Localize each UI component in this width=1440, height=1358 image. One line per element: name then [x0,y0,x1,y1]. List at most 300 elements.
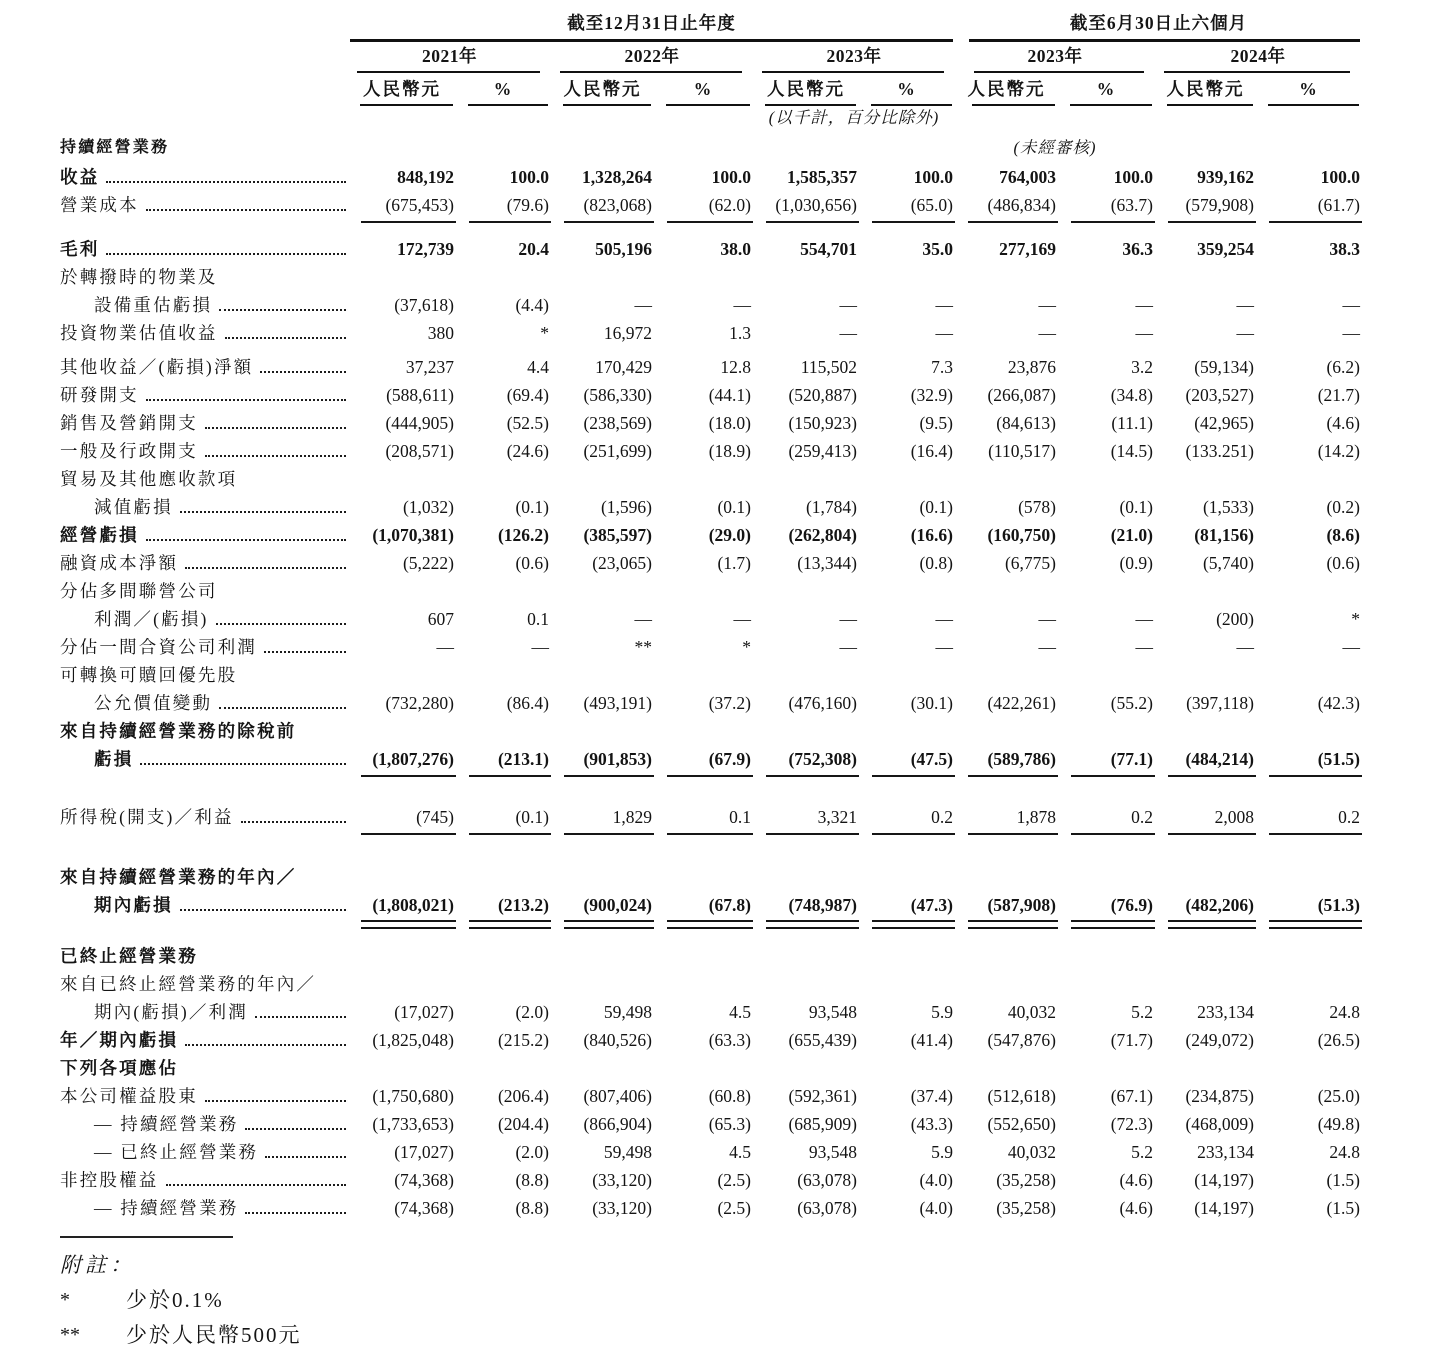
cell-2021-rmb: (17,027) [394,1142,454,1162]
cell-2021-pct: (8.8) [515,1170,549,1190]
row-label: 已終止經營業務 [60,946,198,966]
cell-2022-rmb: (23,065) [592,553,652,573]
cell-2023h-rmb: (512,618) [987,1086,1056,1106]
cell-2023h-rmb [955,863,1058,891]
cell-2021-rmb: (5,222) [402,553,454,573]
cell-2024h-rmb: (203,527) [1185,385,1254,405]
cell-2023-rmb: (520,887) [788,385,857,405]
cell-2023h-pct [1058,263,1155,291]
period-group-header-row [60,6,1362,42]
cell-2024h-pct [1256,773,1362,783]
cell-2021-pct [456,841,551,863]
col-header-rmb: 人民幣元 [753,79,859,106]
cell-2024h-pct [1256,970,1362,998]
row-label-cell [60,549,348,577]
cell-2021-pct [456,577,551,605]
row-label: 利潤／(虧損) [94,609,209,629]
row-label: 收益 [60,167,100,187]
table-row [60,891,1362,919]
table-row [60,773,1362,783]
row-label-cell [60,831,348,841]
cell-2023-rmb: — [839,323,857,343]
cell-2023-rmb: (748,987) [788,895,857,915]
row-label-cell [60,717,348,745]
cell-2023-pct: 5.9 [931,1142,953,1162]
cell-2021-rmb: (1,807,276) [372,749,454,769]
footnote-title: 附註： [60,1253,135,1277]
cell-2022-rmb [551,1054,654,1082]
cell-2024h-rmb: 2,008 [1214,807,1254,827]
dotted-leader [205,409,346,429]
cell-2023h-pct: — [1135,323,1153,343]
cell-2022-rmb: (807,406) [583,1086,652,1106]
cell-2023h-rmb [955,661,1058,689]
cell-2024h-pct: * [1351,609,1360,629]
table-row [60,521,1362,549]
cell-2024h-pct [1256,934,1362,942]
cell-2021-rmb [348,773,456,783]
cell-2021-pct: (86.4) [506,693,549,713]
cell-2021-pct: (0.6) [515,553,549,573]
row-label-cell [60,633,348,661]
units-note: (以千計，百分比除外) [768,108,940,127]
cell-2021-pct: (0.1) [515,807,549,827]
cell-2021-pct: (24.6) [506,441,549,461]
row-label-cell [60,409,348,437]
cell-2024h-rmb: (234,875) [1185,1086,1254,1106]
cell-2023h-pct [1058,577,1155,605]
cell-2022-rmb: 1,328,264 [582,167,652,187]
cell-2024h-pct: (61.7) [1317,195,1360,215]
row-label-cell [60,689,348,717]
cell-2023-pct: (41.4) [910,1030,953,1050]
cell-2023h-pct: (55.2) [1110,693,1153,713]
row-label-cell [60,163,348,191]
cell-2021-rmb: (1,032) [402,497,454,517]
table-row [60,437,1362,465]
cell-2023h-rmb [955,934,1058,942]
row-label: — 已終止經營業務 [94,1142,259,1162]
cell-2023h-pct: — [1135,609,1153,629]
cell-2022-pct [654,783,753,803]
cell-2023-pct [859,934,955,942]
dotted-leader [219,291,346,311]
cell-2024h-pct: (0.6) [1326,553,1360,573]
cell-2021-pct: (126.2) [497,525,549,545]
cell-2022-rmb [551,831,654,841]
row-label-cell [60,919,348,934]
table-row [60,717,1362,745]
table-row [60,549,1362,577]
row-label: 投資物業估值收益 [60,323,218,343]
cell-2021-rmb [348,1054,456,1082]
cell-2022-rmb [551,934,654,942]
row-label: 可轉換可贖回優先股 [60,665,238,685]
cell-2023h-rmb [955,717,1058,745]
cell-2023-rmb: 93,548 [808,1002,857,1022]
dotted-leader [264,633,346,653]
cell-2022-rmb: (385,597) [583,525,652,545]
cell-2023h-rmb: — [1038,295,1056,315]
cell-2023h-pct: (4.6) [1119,1170,1153,1190]
section-title-continuing-operations: 持續經營業務 [60,139,170,156]
table-row [60,319,1362,347]
footnote-text: 少於0.1% [126,1288,224,1312]
cell-2022-rmb: — [634,295,652,315]
row-label: 營業成本 [60,195,139,215]
cell-2022-rmb [551,919,654,934]
cell-2022-rmb [551,263,654,291]
row-label-cell [60,1082,348,1110]
cell-2022-pct [654,942,753,970]
cell-2021-pct [456,717,551,745]
cell-2021-rmb: (208,571) [385,441,454,461]
cell-2021-rmb [348,465,456,493]
row-label-cell [60,970,348,998]
cell-2023-pct [859,783,955,803]
cell-2023h-rmb: (35,258) [996,1170,1056,1190]
cell-2023h-rmb: — [1038,609,1056,629]
cell-2022-rmb [551,661,654,689]
dotted-leader [180,891,346,911]
cell-2024h-rmb: — [1236,637,1254,657]
cell-2023-pct: (0.8) [919,553,953,573]
year-header-2022: 2022年 [551,46,753,73]
cell-2023-rmb: — [839,637,857,657]
table-row [60,803,1362,831]
table-row [60,291,1362,319]
cell-2024h-pct: 24.8 [1329,1002,1360,1022]
cell-2023h-pct [1058,934,1155,942]
cell-2021-pct [456,465,551,493]
row-label: 非控股權益 [60,1170,159,1190]
cell-2021-pct [456,773,551,783]
cell-2024h-pct: 24.8 [1329,1142,1360,1162]
continuing-operations-section-row [60,133,1362,163]
units-note-row [60,106,1362,133]
cell-2023-pct [859,863,955,891]
cell-2023h-rmb: (552,650) [987,1114,1056,1134]
cell-2023-pct [859,831,955,841]
footnote-divider [60,1236,233,1238]
cell-2021-pct: (79.6) [506,195,549,215]
row-label: 於轉撥時的物業及 [60,267,218,287]
cell-2021-pct [456,934,551,942]
cell-2022-pct: (29.0) [708,525,751,545]
cell-2023h-pct: (71.7) [1110,1030,1153,1050]
table-row [60,661,1362,689]
cell-2024h-rmb: (200) [1216,609,1254,629]
dotted-leader [146,381,346,401]
cell-2022-rmb: 1,829 [612,807,652,827]
cell-2022-pct: 12.8 [720,357,751,377]
row-label: — 持續經營業務 [94,1114,239,1134]
cell-2023-rmb: 554,701 [800,239,857,259]
year-header-2023: 2023年 [753,46,955,73]
cell-2023h-rmb: (35,258) [996,1198,1056,1218]
dotted-leader [166,1166,347,1186]
cell-2024h-pct: (26.5) [1317,1030,1360,1050]
cell-2022-rmb: (251,699) [583,441,652,461]
income-statement-table [60,6,1362,1222]
cell-2024h-rmb [1155,717,1256,745]
col-header-pct: % [456,79,551,106]
cell-2022-rmb: (33,120) [592,1170,652,1190]
cell-2023-rmb: (685,909) [788,1114,857,1134]
footnote-item [60,1284,302,1319]
cell-2023-rmb [753,919,859,934]
cell-2024h-pct: — [1342,637,1360,657]
cell-2021-pct: (4.4) [515,295,549,315]
cell-2021-rmb: — [436,637,454,657]
cell-2023-rmb: (63,078) [797,1198,857,1218]
cell-2021-pct [456,661,551,689]
fiscal-year-group-label: 截至12月31日止年度 [567,13,736,33]
cell-2024h-rmb: (484,214) [1185,749,1254,769]
dotted-leader [146,191,346,211]
cell-2023-rmb: (592,361) [788,1086,857,1106]
cell-2024h-pct [1256,919,1362,934]
cell-2024h-rmb [1155,1054,1256,1082]
cell-2023-rmb: 115,502 [800,357,857,377]
cell-2021-pct: (204.4) [497,1114,549,1134]
cell-2023h-pct: 5.2 [1131,1002,1153,1022]
cell-2021-pct: 100.0 [509,167,549,187]
cell-2024h-pct [1256,942,1362,970]
cell-2023-pct [859,1054,955,1082]
cell-2023-pct: (65.0) [910,195,953,215]
row-label-cell [60,235,348,263]
cell-2023-pct: (4.0) [919,1170,953,1190]
cell-2022-rmb: (1,596) [600,497,652,517]
cell-2022-pct: * [742,637,751,657]
cell-2024h-rmb [1155,263,1256,291]
cell-2021-pct [456,1054,551,1082]
row-label-cell [60,942,348,970]
table-row [60,783,1362,803]
dotted-leader [219,689,346,709]
table-row [60,1110,1362,1138]
cell-2023-rmb: (262,804) [788,525,857,545]
cell-2023h-rmb: 764,003 [999,167,1056,187]
cell-2022-pct [654,661,753,689]
cell-2023-pct: — [935,323,953,343]
cell-2024h-rmb: (482,206) [1185,895,1254,915]
cell-2024h-pct [1256,1054,1362,1082]
cell-2023h-rmb [955,841,1058,863]
cell-2021-pct [456,942,551,970]
dotted-leader [205,437,346,457]
cell-2024h-pct: 100.0 [1320,167,1360,187]
cell-2023h-pct: (21.0) [1110,525,1153,545]
row-label-cell [60,1166,348,1194]
cell-2023-rmb [753,465,859,493]
cell-2023h-rmb: — [1038,637,1056,657]
cell-2021-pct: (8.8) [515,1198,549,1218]
cell-2022-rmb [551,863,654,891]
cell-2023h-pct: (0.9) [1119,553,1153,573]
row-label-cell [60,745,348,773]
dotted-leader [255,998,346,1018]
year-header-2024-interim: 2024年 [1155,46,1361,73]
cell-2024h-pct: (51.5) [1317,749,1360,769]
cell-2023h-pct [1058,717,1155,745]
cell-2023-pct: (43.3) [910,1114,953,1134]
unaudited-note: (未經審核) [1013,138,1097,157]
cell-2023-rmb: 3,321 [817,807,857,827]
cell-2023h-rmb: 1,878 [1016,807,1056,827]
cell-2023-pct: — [935,609,953,629]
cell-2021-rmb [348,263,456,291]
footnotes [60,1236,302,1354]
table-row [60,465,1362,493]
cell-2024h-rmb: (397,118) [1186,693,1254,713]
cell-2023h-rmb: (547,876) [987,1030,1056,1050]
cell-2021-pct [456,970,551,998]
cell-2021-rmb: 607 [427,609,454,629]
cell-2023h-pct: (63.7) [1110,195,1153,215]
cell-2021-rmb: 172,739 [397,239,454,259]
cell-2022-pct: (67.8) [708,895,751,915]
cell-2023-rmb [753,934,859,942]
cell-2023h-pct: (0.1) [1119,497,1153,517]
dotted-leader [146,521,346,541]
row-label-cell [60,219,348,229]
dotted-leader [225,319,346,339]
row-label: 毛利 [60,239,100,259]
cell-2022-rmb: 505,196 [595,239,652,259]
cell-2022-pct: 100.0 [711,167,751,187]
cell-2023-rmb [753,1054,859,1082]
cell-2021-rmb: 37,237 [405,357,454,377]
cell-2024h-rmb [1155,661,1256,689]
footnote-item [60,1319,302,1354]
cell-2023-rmb: (1,030,656) [775,195,857,215]
table-row [60,863,1362,891]
cell-2021-pct: 20.4 [518,239,549,259]
row-label: 所得稅(開支)／利益 [60,807,234,827]
year-header-2023-interim: 2023年 [955,46,1155,73]
cell-2022-pct [654,465,753,493]
row-label: 來自已終止經營業務的年內／ [60,974,317,994]
cell-2023h-rmb: (578) [1018,497,1056,517]
cell-2021-rmb [348,919,456,934]
cell-2023-pct [859,942,955,970]
cell-2024h-rmb: (59,134) [1194,357,1254,377]
table-row [60,163,1362,191]
cell-2024h-rmb [1155,831,1256,841]
table-row [60,919,1362,934]
cell-2022-pct: — [733,609,751,629]
table-row [60,1138,1362,1166]
cell-2023-rmb: 1,585,357 [787,167,857,187]
dotted-leader [106,235,346,255]
cell-2021-pct: (2.0) [515,1142,549,1162]
cell-2023-pct [859,577,955,605]
cell-2021-pct: (52.5) [506,413,549,433]
cell-2023h-rmb: (84,613) [996,413,1056,433]
cell-2021-rmb [348,863,456,891]
col-header-pct: % [1256,79,1362,106]
cell-2024h-pct [1256,831,1362,841]
cell-2022-pct: 4.5 [729,1142,751,1162]
cell-2021-rmb [348,970,456,998]
cell-2023-rmb: — [839,295,857,315]
cell-2024h-pct: (51.3) [1317,895,1360,915]
row-label-cell [60,191,348,219]
row-label: 研發開支 [60,385,139,405]
cell-2023h-pct [1058,219,1155,229]
table-row [60,381,1362,409]
cell-2021-pct [456,831,551,841]
dotted-leader [185,1026,346,1046]
cell-2021-rmb: (37,618) [394,295,454,315]
cell-2024h-rmb [1155,773,1256,783]
cell-2021-pct: (213.1) [497,749,549,769]
table-row [60,689,1362,717]
half-year-group-header [955,13,1362,42]
cell-2023h-rmb [955,783,1058,803]
cell-2021-rmb: (1,808,021) [372,895,454,915]
cell-2024h-rmb [1155,970,1256,998]
dotted-leader [185,549,346,569]
cell-2023-pct [859,219,955,229]
cell-2022-rmb: (238,569) [583,413,652,433]
cell-2024h-rmb [1155,942,1256,970]
cell-2024h-rmb: 233,134 [1197,1142,1254,1162]
cell-2024h-rmb: (5,740) [1202,553,1254,573]
col-header-rmb: 人民幣元 [1155,79,1256,106]
cell-2023h-pct [1058,783,1155,803]
cell-2024h-pct: (1.5) [1326,1170,1360,1190]
cell-2023-rmb [753,841,859,863]
row-label-cell [60,291,348,319]
row-label-cell [60,353,348,381]
cell-2021-rmb: (74,368) [394,1198,454,1218]
row-label-cell [60,605,348,633]
cell-2024h-rmb [1155,841,1256,863]
cell-2023-pct: (37.4) [910,1086,953,1106]
cell-2022-pct [654,970,753,998]
row-label-cell [60,465,348,493]
cell-2022-pct: — [733,295,751,315]
cell-2021-rmb [348,783,456,803]
cell-2023-pct [859,661,955,689]
row-label: 下列各項應佔 [60,1058,179,1078]
cell-2023-pct: — [935,637,953,657]
row-label-cell [60,263,348,291]
cell-2022-rmb [551,942,654,970]
cell-2023h-rmb: (587,908) [987,895,1056,915]
cell-2022-pct: (18.0) [708,413,751,433]
table-row [60,605,1362,633]
cell-2022-pct [654,717,753,745]
cell-2024h-pct: — [1342,323,1360,343]
cell-2024h-rmb: (249,072) [1185,1030,1254,1050]
cell-2022-pct [654,831,753,841]
row-label: 融資成本淨額 [60,553,179,573]
cell-2021-rmb: (444,905) [385,413,454,433]
cell-2023h-pct: 36.3 [1122,239,1153,259]
cell-2023h-pct: (14.5) [1110,441,1153,461]
cell-2024h-pct: (0.2) [1326,497,1360,517]
footnote-text: 少於人民幣500元 [126,1323,302,1347]
cell-2021-pct [456,919,551,934]
cell-2024h-rmb [1155,219,1256,229]
cell-2024h-pct: — [1342,295,1360,315]
cell-2023-pct: (0.1) [919,497,953,517]
cell-2021-rmb: (1,750,680) [372,1086,454,1106]
